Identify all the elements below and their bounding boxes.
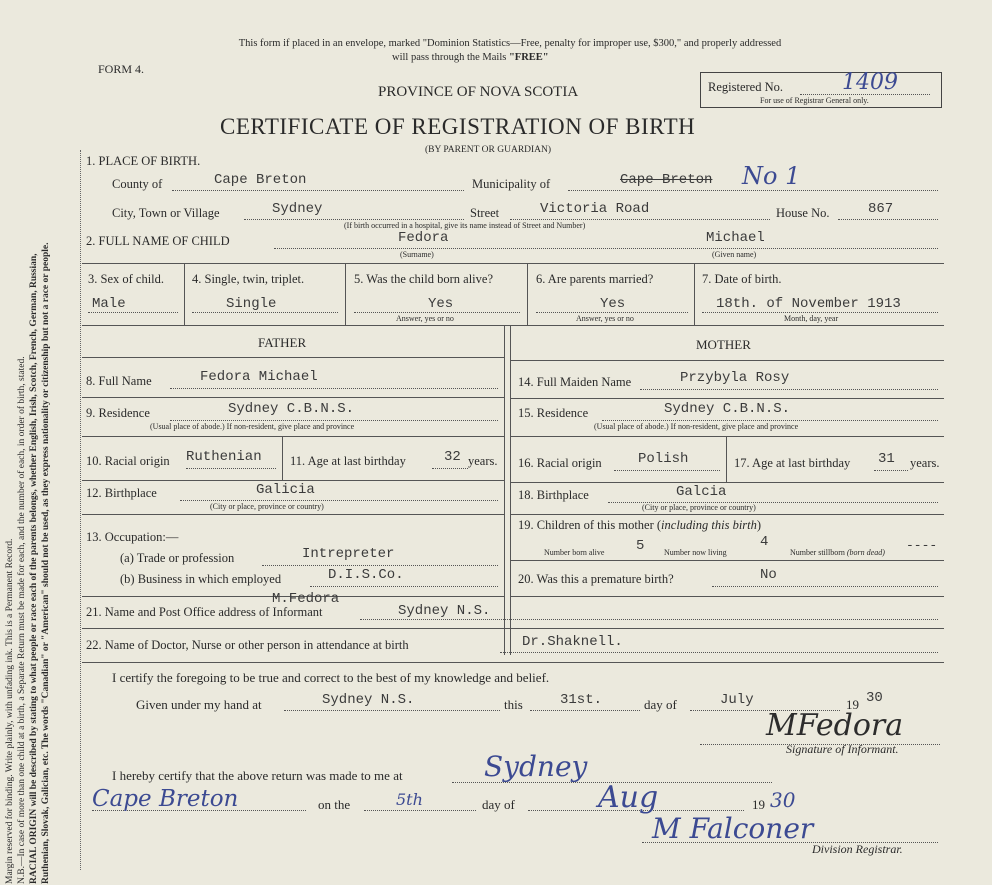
father-birthplace: Galicia [256, 482, 315, 498]
mother-residence-label: 15. Residence [518, 406, 589, 420]
dob-caption: Month, day, year [784, 314, 839, 323]
born-alive-count-label: Number born alive [544, 548, 605, 557]
stillborn-count: ---- [906, 538, 938, 553]
mother-heading: MOTHER [696, 337, 751, 352]
registrar-caption: Division Registrar. [812, 842, 903, 856]
trade-label: (a) Trade or profession [120, 551, 235, 565]
registrar-statement: I hereby certify that the above return was made to me at [112, 768, 403, 783]
business-value: D.I.S.Co. [328, 567, 404, 583]
street-label: Street [470, 206, 500, 220]
mail-notice-1: This form if placed in an envelope, marked "Dominion Statistics—Free, penalty for improper use, $300," and properly addressed [238, 38, 782, 49]
margin-note-4: Ruthenian, Slovak, Galician, etc. The words "Canadian" or "American" should not be used, as they express nationality or citizenship but not a race or people. [41, 242, 51, 884]
child-surname: Fedora [398, 230, 449, 246]
registered-number: 1409 [842, 70, 898, 95]
father-age-label: 11. Age at last birthday [290, 454, 406, 468]
born-alive-label: 5. Was the child born alive? [354, 272, 494, 286]
informant-signature: MFedora [766, 708, 904, 743]
born-alive-value: Yes [428, 296, 454, 312]
children-label [518, 518, 761, 533]
registrar-month: Aug [598, 780, 659, 815]
father-birthplace-caption: (City or place, province or country) [210, 502, 324, 511]
premature-label: 20. Was this a premature birth? [518, 572, 674, 586]
single-label: 4. Single, twin, triplet. [192, 272, 305, 286]
house-value: 867 [868, 201, 894, 217]
registrar-signature: M Falconer [652, 812, 814, 845]
province-heading: PROVINCE OF NOVA SCOTIA [378, 84, 579, 100]
hospital-note: (If birth occurred in a hospital, give its name instead of Street and Number) [344, 221, 586, 230]
registrar-year-prefix: 19 [752, 797, 765, 812]
dob-value: 18th. of November 1913 [716, 296, 901, 312]
registrar-day-of-label: day of [482, 797, 515, 812]
mother-racial: Polish [638, 451, 689, 467]
married-caption: Answer, yes or no [576, 314, 634, 323]
mother-age-label: 17. Age at last birthday [734, 456, 851, 470]
given-place: Sydney N.S. [322, 692, 415, 708]
margin-note-1: Margin reserved for binding. Write plainly, with unfading ink. This is a Permanent Record. [5, 538, 15, 884]
father-residence-label: 9. Residence [86, 406, 150, 420]
child-name-label: 2. FULL NAME OF CHILD [86, 234, 230, 248]
doctor-label: 22. Name of Doctor, Nurse or other person in attendance at birth [86, 638, 409, 652]
mother-birthplace-label: 18. Birthplace [518, 488, 589, 502]
margin-divider [80, 150, 81, 870]
trade-value: Intrepreter [302, 546, 395, 562]
registrar-on-label: on the [318, 797, 351, 812]
registrar-year: 30 [770, 788, 796, 812]
father-age: 32 [444, 449, 461, 465]
mother-name-label: 14. Full Maiden Name [518, 375, 632, 389]
given-caption: (Given name) [712, 250, 757, 259]
house-label: House No. [776, 206, 830, 220]
dob-label: 7. Date of birth. [702, 272, 782, 286]
mother-racial-label: 16. Racial origin [518, 456, 602, 470]
living-count-label: Number now living [664, 548, 727, 557]
married-value: Yes [600, 296, 626, 312]
child-given-name: Michael [706, 230, 765, 246]
registrar-place: Sydney [484, 750, 588, 783]
given-day-of-label: day of [644, 697, 677, 712]
given-year: 30 [866, 690, 883, 706]
place-of-birth-label: 1. PLACE OF BIRTH. [86, 154, 201, 168]
mother-residence: Sydney C.B.N.S. [664, 401, 791, 417]
father-years: years. [468, 454, 498, 468]
municipality-label: Municipality of [472, 177, 551, 191]
county-value: Cape Breton [214, 172, 307, 188]
registrar-note: For use of Registrar General only. [760, 96, 869, 105]
father-racial: Ruthenian [186, 449, 262, 465]
born-alive-caption: Answer, yes or no [396, 314, 454, 323]
living-count: 4 [760, 534, 769, 550]
given-day: 31st. [560, 692, 603, 708]
mother-name: Przybyla Rosy [680, 370, 790, 386]
certificate-subtitle: (BY PARENT OR GUARDIAN) [425, 145, 552, 155]
mother-years: years. [910, 456, 940, 470]
occupation-label: 13. Occupation:— [86, 530, 179, 544]
certify-statement: I certify the foregoing to be true and correct to the best of my knowledge and belief. [112, 670, 550, 685]
certificate-title: CERTIFICATE OF REGISTRATION OF BIRTH [220, 114, 696, 139]
county-label: County of [112, 177, 163, 191]
margin-notes [4, 44, 52, 884]
margin-note-3: RACIAL ORIGIN will be described by stating to what people or race each of the parents belongs, whether English, Irish, Scotch, French, German, Russian, [29, 253, 39, 884]
premature-value: No [760, 567, 777, 583]
children-label-c: ) [756, 518, 762, 532]
father-name: Fedora Michael [200, 369, 318, 385]
father-racial-label: 10. Racial origin [86, 454, 170, 468]
mother-birthplace-caption: (City or place, province or country) [642, 503, 756, 512]
margin-note-2: N.B.—In case of more than one child at a birth, a Separate Return must be made for each, and the number of each, in order of birth, stated. [17, 356, 27, 884]
mother-birthplace: Galcia [676, 484, 727, 500]
sex-value: Male [92, 296, 126, 312]
given-month: July [720, 692, 754, 708]
municipality-handwritten: No 1 [742, 162, 801, 190]
mail-notice-2 [392, 52, 549, 63]
form-number: FORM 4. [98, 62, 145, 76]
given-label: Given under my hand at [136, 697, 262, 712]
father-residence: Sydney C.B.N.S. [228, 401, 355, 417]
father-heading: FATHER [258, 335, 307, 350]
informant-address: Sydney N.S. [398, 603, 491, 619]
mail-notice-free: "FREE" [508, 52, 549, 63]
married-label: 6. Are parents married? [536, 272, 654, 286]
registered-label: Registered No. [708, 80, 783, 94]
stillborn-count-label [790, 548, 885, 557]
informant-name: M.Fedora [272, 591, 340, 607]
mother-residence-caption: (Usual place of abode.) If non-resident, give place and province [594, 422, 799, 431]
mail-notice-2a: will pass through the Mails [392, 52, 507, 63]
stillborn-label-text: Number stillborn [790, 548, 845, 557]
doctor-value: Dr.Shaknell. [522, 634, 623, 650]
father-name-label: 8. Full Name [86, 374, 152, 388]
surname-caption: (Surname) [400, 250, 434, 259]
this-label: this [504, 697, 523, 712]
father-birthplace-label: 12. Birthplace [86, 486, 157, 500]
children-label-a: 19. Children of this mother ( [518, 518, 662, 532]
born-alive-count: 5 [636, 538, 645, 554]
father-residence-caption: (Usual place of abode.) If non-resident, give place and province [150, 422, 355, 431]
given-year-prefix: 19 [846, 697, 859, 712]
stillborn-caption: (born dead) [846, 548, 885, 557]
informant-signature-caption: Signature of Informant. [786, 742, 899, 756]
municipality-struck: Cape Breton [620, 172, 713, 188]
mother-age: 31 [878, 451, 895, 467]
city-label: City, Town or Village [112, 206, 220, 220]
informant-label: 21. Name and Post Office address of Informant [86, 605, 323, 619]
registrar-county: Cape Breton [92, 786, 239, 812]
registrar-day: 5th [396, 790, 423, 809]
street-value: Victoria Road [540, 201, 650, 217]
business-label: (b) Business in which employed [120, 572, 282, 586]
city-value: Sydney [272, 201, 323, 217]
sex-label: 3. Sex of child. [88, 272, 165, 286]
children-label-b: including this birth [661, 518, 757, 532]
single-value: Single [226, 296, 277, 312]
